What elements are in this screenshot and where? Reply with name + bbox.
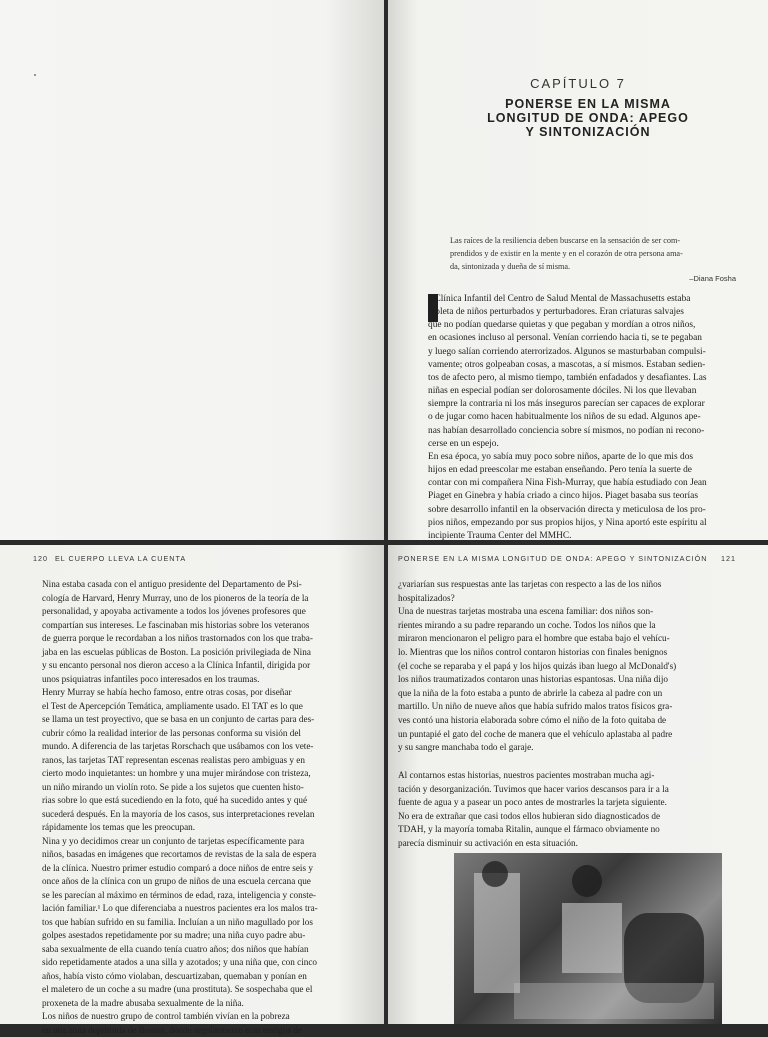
text-line: cerse en un espejo. [428,438,728,451]
text-line: rias sobre lo que está sucediendo en la foto, qué ha sucedido antes y qué [42,794,360,808]
text-line: Nina y yo decidimos crear un conjunto de tarjetas específicamente para [42,835,360,849]
text-line: en ocasiones incluso al personal. Venían corriendo hacia ti, se te pegaban [428,332,728,345]
text-line: jaba en las escuelas públicas de Boston. La posición privilegiada de Nina [42,646,360,660]
text-line: En esa época, yo sabía muy poco sobre niños, aparte de lo que mis dos [428,451,728,464]
chapter-title-line: PONERSE EN LA MISMA [448,97,728,111]
text-line: TDAH, y la mayoría tomaba Ritalin, aunque el fármaco obviamente no [398,823,738,837]
text-line: mundo. A diferencia de las tarjetas Rorschach que usábamos con los vete- [42,740,360,754]
text-line: rientes mirando a su padre reparando un coche. Todos los niños que la [398,619,738,633]
text-line: Los niños de nuestro grupo de control también vivían en la pobreza [42,1010,360,1024]
photo-figure [572,865,602,897]
text-line: vamente; otros golpeaban cosas, a mascotas, a sí mismos. Estaban sedien- [428,359,728,372]
text-line: contar con mi compañera Nina Fish-Murray, que había estudiado con Jean [428,477,728,490]
text-line: miraron mencionaron el peligro para el hombre que estaba bajo el vehícu- [398,632,738,646]
text-line: incipiente Trauma Center del MMHC. [428,530,728,543]
text-line: cierto modo inquietantes: un hombre y una mujer mirándose con tristeza, [42,767,360,781]
text-line: compartían sus intereses. Le fascinaban mis historias sobre los veteranos [42,619,360,633]
chapter-title-line: LONGITUD DE ONDA: APEGO [448,111,728,125]
text-line: rápidamente los temas que les preocupan. [42,821,360,835]
text-line: hospitalizados? [398,592,738,606]
text-line: que la niña de la foto estaba a punto de abrirle la cabeza al padre con un [398,687,738,701]
text-line: parecía disminuir su activación en esta situación. [398,837,738,851]
photo-figure [474,873,520,993]
text-line: en una zona deprimida de Boston, donde regularmente eran testigos de [42,1024,360,1037]
chapter-number: CAPÍTULO 7 [388,76,768,91]
text-line: siempre la contraria ni los más inseguros parecían ser capaces de explorar [428,398,728,411]
epigraph-line: da, sintonizada y dueña de sí misma. [450,260,718,273]
text-line: años, había visto cómo violaban, descuartizaban, quemaban y ponían en [42,970,360,984]
body-text [398,578,738,755]
chapter-title-line: Y SINTONIZACIÓN [448,125,728,139]
text-line: Al contarnos estas historias, nuestros pacientes mostraban mucha agi- [398,769,738,783]
text-line: niñas en especial podían ser dolorosamente dóciles. Ni los que llevaban [428,385,728,398]
text-line: sobre desarrollo infantil en la observación directa y meticulosa de los pro- [428,504,728,517]
text-line: hijos en edad preescolar me estaban enseñando. Pero tenía la suerte de [428,464,728,477]
text-line: lación familiar.¹ Lo que diferenciaba a nuestros pacientes era los malos tra- [42,902,360,916]
text-line: los niños traumatizados contaron unas historias espantosas. Una niña dijo [398,673,738,687]
text-line: sucederá después. En la mayoría de los casos, sus interpretaciones revelan [42,808,360,822]
running-head: EL CUERPO LLEVA LA CUENTA [55,554,186,563]
text-line: personalidad, y apoyaba activamente a todos los jóvenes profesores que [42,605,360,619]
text-line: (el coche se reparaba y el papá y los hijos quizás iban luego al McDonald's) [398,660,738,674]
text-line: Una de nuestras tarjetas mostraba una escena familiar: dos niños son- [398,605,738,619]
blank-page [0,0,384,540]
text-line: martillo. Un niño de nueve años que había sufrido malos tratos físicos gra- [398,700,738,714]
photo-figure [482,861,508,887]
text-line: y su sangre manchaba todo el garaje. [398,741,738,755]
epigraph-line: prendidos y de existir en la mente y en el corazón de otra persona ama- [450,247,718,260]
text-line: unos psiquiatras infantiles poco interesados en los traumas. [42,673,360,687]
body-text [42,578,360,1037]
text-line: ¿variarían sus respuestas ante las tarjetas con respecto a las de los niños [398,578,738,592]
text-line: lo. Mientras que los niños control contaron historias con finales benignos [398,646,738,660]
text-line: cubrir cómo la realidad interior de las personas conforma su visión del [42,727,360,741]
text-line: saba sexualmente de ella cuando tenía cuatro años; dos niños que habían [42,943,360,957]
text-line: sido repetidamente atados a una silla y azotados; y una niña que, con cinco [42,956,360,970]
text-line: ves contó una historia elaborada sobre cómo el niño de la foto quitaba de [398,714,738,728]
running-head: PONERSE EN LA MISMA LONGITUD DE ONDA: APEGO Y SINTONIZACIÓN [398,554,707,563]
photo-figure [514,983,714,1019]
text-line: de guerra porque le recordaban a los niños trastornados con los que traba- [42,632,360,646]
text-line: de la clínica. Nuestro primer estudio comparó a doce niños de entre seis y [42,862,360,876]
page-speck [34,74,36,76]
text-line: y luego salían corriendo aterrorizados. Algunos se masturbaban compulsi- [428,346,728,359]
text-line: se llama un test proyectivo, que se basa en un conjunto de cartas para des- [42,713,360,727]
page-number: 121 [721,554,736,563]
photo-figure [562,903,622,973]
photo-image [454,853,722,1024]
text-line: o de jugar como hacen habitualmente los niños de su edad. Algunos ape- [428,411,728,424]
text-line: que no podían quedarse quietas y que pegaban y mordían a otros niños, [428,319,728,332]
text-line: tos que habían sufrido en su familia. Incluían a un niño magullado por los [42,916,360,930]
body-text [428,293,728,543]
text-line: repleta de niños perturbados y perturbadores. Eran criaturas salvajes [428,306,728,319]
page-number: 120 [33,554,48,563]
page-121 [388,545,768,1024]
text-line: ranos, las tarjetas TAT representan escenas realistas pero ambiguas y en [42,754,360,768]
text-line: se les parecían al máximo en términos de edad, raza, inteligencia y conste- [42,889,360,903]
text-line: proxeneta de la madre abusaba sexualmente de la niña. [42,997,360,1011]
text-line: el Test de Apercepción Temática, ampliamente usado. El TAT es lo que [42,700,360,714]
text-line: nas habían desarrollado conciencia sobre sí mismos, no podían ni recono- [428,425,728,438]
chapter-title [448,97,728,139]
text-line: fuente de agua y a pasear un poco antes de mostrarles la tarjeta siguiente. [398,796,738,810]
text-line: Piaget en Ginebra y había criado a cinco hijos. Piaget basaba sus teorías [428,490,728,503]
page-120 [0,545,384,1024]
text-line: un puntapié el gato del coche de manera que el vehículo aplastaba al padre [398,728,738,742]
text-line: cología de Harvard, Henry Murray, uno de los pioneros de la teoría de la [42,592,360,606]
text-line: Henry Murray se había hecho famoso, entre otras cosas, por diseñar [42,686,360,700]
text-line: niños, basadas en imágenes que recortamos de revistas de la sala de espera [42,848,360,862]
text-line: Nina estaba casada con el antiguo presidente del Departamento de Psi- [42,578,360,592]
text-line: un niño mirando un violín roto. Se pide a los sujetos que cuenten histo- [42,781,360,795]
text-line: No era de extrañar que casi todos ellos hubieran sido diagnosticados de [398,810,738,824]
text-line: once años de la clínica con un grupo de niños de una escuela cercana que [42,875,360,889]
epigraph-line: Las raíces de la resiliencia deben buscarse en la sensación de ser com- [450,234,718,247]
text-line: el maletero de un coche a su madre (una prostituta). Se sospechaba que el [42,983,360,997]
text-line: pios niños, empezando por sus propios hijos, y Nina aportó este espíritu al [428,517,728,530]
text-line: y su encanto personal nos dieron acceso a la Clínica Infantil, dirigida por [42,659,360,673]
body-text [398,769,738,851]
epigraph-author: –Diana Fosha [689,274,736,283]
text-line: tación y desorganización. Tuvimos que hacer varios descansos para ir a la [398,783,738,797]
text-line: tos de afecto pero, al mismo tiempo, también enfadados y desafiantes. Las [428,372,728,385]
text-line: golpes asestados repetidamente por su madre; una niña cuyo padre abu- [42,929,360,943]
text-line: a Clínica Infantil del Centro de Salud Mental de Massachusetts estaba [428,293,728,306]
epigraph [450,234,718,273]
chapter-opening-page [388,0,768,540]
